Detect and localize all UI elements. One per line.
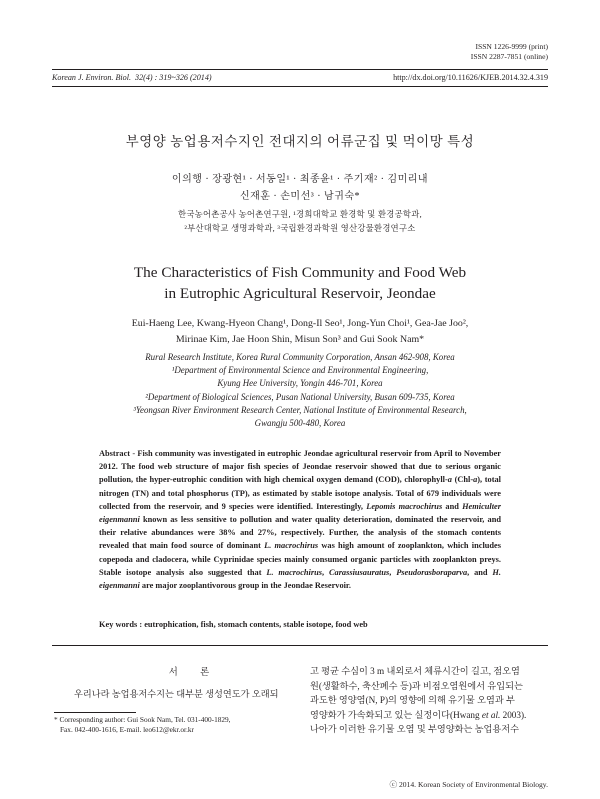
species-h-eigenmanni: H. eigenmanni (99, 567, 501, 591)
journal-header (52, 73, 548, 82)
korean-affiliation-line2: ²부산대학교 생명과학과, ³국립환경과학원 영산강물환경연구소 (184, 224, 416, 233)
intro-right-column (310, 664, 550, 737)
species-l-macrochirus: L. macrochirus (264, 541, 319, 551)
footnote-rule (54, 712, 136, 713)
keywords: Key words : eutrophication, fish, stomach contents, stable isotope, food web (99, 620, 368, 629)
species-hemiculter: Hemiculter eigenmanni (99, 501, 501, 525)
abstract-and: and (442, 501, 463, 511)
right-line-6: 나아가 이러한 유기물 오염 및 부영양화는 농업용저수 (310, 724, 520, 734)
footnote-line1: * Corresponding author: Gui Sook Nam, Tel. 031-400-1829, (54, 715, 231, 724)
abstract-text-3: was high amount of zooplankton, which includes copepoda and cladocera, while Cyprinidae species mainly consumed organic particles with zooplankton preys. Stable isotope analysis also suggested that (99, 541, 502, 577)
abstract-chla-a: a (447, 475, 452, 485)
copyright: ⓒ 2014. Korean Society of Environmental Biology. (389, 780, 548, 789)
korean-title: 부영양 농업용저수지인 전대지의 어류군집 및 먹이망 특성 (125, 134, 475, 149)
issn-online: ISSN 2287-7851 (online) (470, 52, 548, 61)
affiliation-0: Rural Research Institute, Korea Rural Community Corporation, Ansan 462-908, Korea (145, 352, 455, 362)
english-affiliations (52, 351, 548, 430)
english-title-line2: in Eutrophic Agricultural Reservoir, Jeondae (164, 285, 436, 302)
abstract (99, 447, 501, 592)
corresponding-author-footnote (54, 715, 231, 734)
abstract-text-1b: (Chl- (451, 475, 474, 485)
species-carassius: Carassiusauratus (328, 567, 390, 577)
issn-print: ISSN 1226-9999 (print) (475, 42, 548, 51)
affiliation-2: Kyung Hee University, Yongin 446-701, Korea (217, 378, 383, 389)
species-lepomis: Lepomis macrochirus (366, 501, 443, 511)
right-line-3 (310, 708, 550, 723)
right-line-3-etal: et al. (481, 709, 501, 720)
section-heading: 서 론 (168, 668, 220, 678)
abstract-text-1c: ), total nitrogen (TN) and total phosphorus (TP), as estimated by stable isotope analysis. Total of 679 individuals were collected from the reservoir, and 9 species were identified. Interestingly, (99, 475, 501, 511)
abstract-comma-2: , (389, 567, 397, 577)
abstract-dash: - (132, 449, 136, 458)
abstract-text-1: Fish community was investigated in eutrophic Jeondae agricultural reservoir from April to November 2012. The food web structure of major fish species of Jeondae reservoir showed that due to serious organic pollution, the hyper-eutrophic condition with high chemical oxygen demand (COD), chlorophyll- (99, 449, 502, 485)
species-l-macrochirus-2: L. macrochirus (266, 567, 322, 577)
species-pseudorasbora: Pseudorasboraparva (396, 567, 468, 577)
right-line-0: 고 평균 수심이 3 m 내외로서 체류시간이 길고, 점오염 (310, 666, 520, 676)
right-line-3b: 2003). (500, 709, 527, 720)
korean-affiliation-line1: 한국농어촌공사 농어촌연구원, ¹경희대학교 환경학 및 환경공학과, (178, 210, 422, 219)
right-line-2: 과도한 영양염(N, P)의 영향에 의해 유기물 오염과 부 (310, 695, 515, 705)
abstract-comma: , (322, 567, 329, 577)
issn-block (471, 42, 548, 62)
affiliation-3: ²Department of Biological Sciences, Pusan National University, Busan 609-735, Korea (145, 391, 455, 402)
english-title-line1: The Characteristics of Fish Community and Food Web (133, 264, 467, 281)
korean-authors-line1: 이의행 · 장광현¹ · 서동일¹ · 최종윤¹ · 주기재² · 김미리내 (171, 174, 429, 185)
journal-citation: Korean J. Environ. Biol. 32(4) : 319~326 (2014) (52, 73, 212, 82)
footnote-line2: Fax. 042-400-1616, E-mail. leo612@ekr.or.kr (60, 724, 194, 734)
header-top-rule (52, 69, 548, 70)
english-title (52, 262, 548, 304)
affiliation-1: ¹Department of Environmental Science and Environmental Engineering, (171, 365, 429, 376)
right-line-1: 원(생활하수, 축산폐수 등)과 비점오염원에서 유입되는 (310, 680, 523, 691)
abstract-text-2: known as less sensitive to pollution and water quality deterioration, dominated the reservoir, and their relative abundances were 38% and 27%, respectively. Further, the analysis of the stomach contents revealed that main food source of dominant (99, 515, 501, 551)
abstract-and-2: , and (467, 567, 493, 577)
intro-left-text: 우리나라 농업용저수지는 대부분 생성연도가 오래되 (74, 689, 279, 699)
korean-authors-line2: 신재훈 · 손미선³ · 남귀숙* (239, 191, 361, 202)
doi-link[interactable]: http://dx.doi.org/10.11626/KJEB.2014.32.4.319 (393, 73, 548, 82)
affiliation-4: ³Yeongsan River Environment Research Center, National Institute of Environmental Research, (133, 404, 467, 415)
english-authors-line1: Eui-Haeng Lee, Kwang-Hyeon Chang¹, Dong-Il Seo¹, Jong-Yun Choi¹, Gea-Jae Joo², (131, 318, 469, 329)
abstract-text-4: are major zooplantivorous group in the Jeondae Reservoir. (139, 581, 351, 591)
keywords-rule (52, 645, 548, 646)
header-bottom-rule (52, 86, 548, 87)
english-authors (52, 316, 548, 348)
abstract-chla-a-2: a (473, 475, 478, 485)
english-authors-line2: Mirinae Kim, Jae Hoon Shin, Misun Son³ and Gui Sook Nam* (175, 334, 425, 345)
affiliation-5: Gwangju 500-480, Korea (254, 418, 346, 429)
abstract-label: Abstract (99, 449, 131, 458)
right-line-3a: 영양화가 가속화되고 있는 실정이다(Hwang (310, 709, 482, 720)
